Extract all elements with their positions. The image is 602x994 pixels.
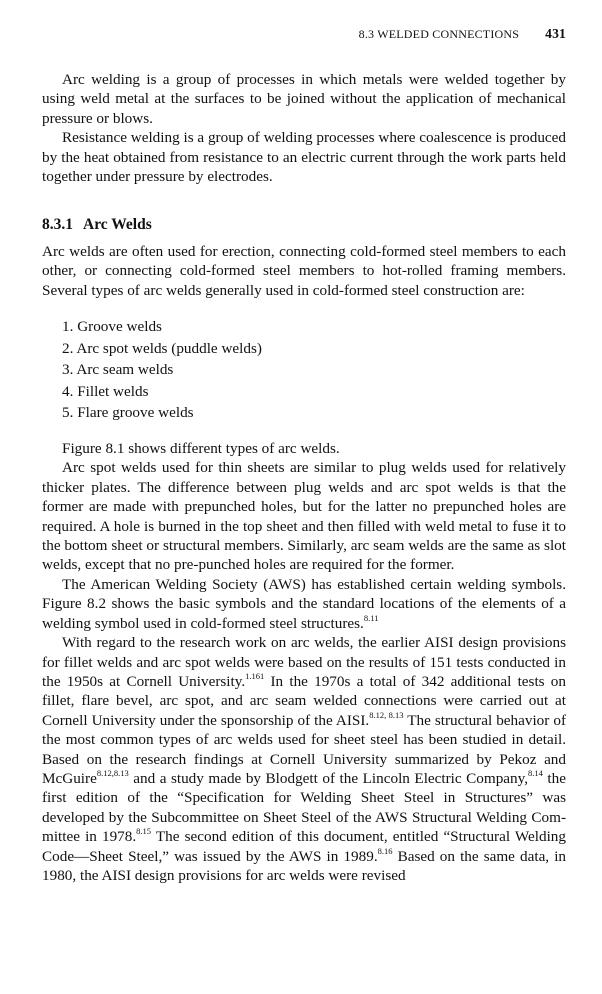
paragraph-figure-8-1: Figure 8.1 shows different types of arc welds. — [62, 440, 340, 458]
paragraph-text: and a study made by Blodgett of the Lincoln Electric Company, — [128, 769, 529, 787]
paragraph-section-lead: Arc welds are often used for erection, connecting cold-formed steel members to each other, or connecting cold-formed steel members to hot-rolled framing members. Several types of arc welds generally used in cold-formed steel construction are: — [42, 242, 566, 299]
paragraph-text: With regard to the research work on arc welds, the earlier AISI design provisions for fillet welds and arc spot welds were based on the results of 151 tests conducted in the 1950s at Cornell University. — [42, 634, 566, 690]
reference-marker: 8.12, 8.13 — [369, 709, 404, 720]
paragraph-text: The structural behavior of the most common types of arc welds used for sheet steel has been studied in detail. Based on the research findings at Cornell University summarized by Pekoz and McGuire — [42, 711, 567, 787]
paragraph-resistance-welding-definition: Resistance welding is a group of welding processes where coalescence is produced by the heat obtained from resistance to an electric current through the work parts held together under pressure by electrodes. — [42, 129, 566, 186]
page-number: 431 — [545, 26, 566, 41]
paragraph-text: Based on the same data, in 1980, the AISI design provisions for arc welds were revised — [42, 847, 567, 884]
reference-marker: 8.12,8.13 — [96, 767, 129, 778]
reference-marker: 8.16 — [377, 845, 393, 856]
paragraph-text: The American Welding Society (AWS) has established certain welding symbols. Figure 8.2 shows the basic symbols and the standard locations of the elements of a welding symbol used in cold-formed steel structures. — [42, 575, 566, 632]
paragraph-arc-spot-welds: Arc spot welds used for thin sheets are similar to plug welds used for relatively thicker plates. The difference between plug welds and arc spot welds is that the former are made with prepunched holes, but for the latter no prepunched holes are required. A hole is burned in the top sheet and then filled with weld metal to fuse it to the bottom sheet or structural members. Similarly, arc seam welds are the same as slot welds, except that no pre-punched holes are required for the former. — [42, 459, 566, 574]
list-item: 4. Fillet welds — [62, 382, 149, 400]
reference-marker: 1.161 — [245, 670, 265, 681]
reference-marker: 8.11 — [363, 612, 379, 623]
list-item: 1. Groove welds — [62, 318, 162, 336]
section-heading — [42, 215, 566, 234]
paragraph-text: the first edition of the “Specification for Welding Sheet Steel in Structures” was developed by the Subcommittee on Sheet Steel of the AWS Structural Welding Com-mittee in 1978. — [42, 769, 566, 846]
running-header-section: 8.3 WELDED CONNECTIONS — [358, 27, 520, 41]
weld-types-list — [42, 316, 566, 424]
paragraph-text: In the 1970s a total of 342 additional tests on fillet, flare bevel, arc spot, and arc seam welded connections were carried out at Cornell University under the sponsorship of the AISI. — [42, 672, 566, 729]
section-title: Arc Welds — [83, 216, 152, 234]
list-item: 5. Flare groove welds — [62, 404, 194, 422]
paragraph-research-work — [42, 633, 566, 885]
list-item: 2. Arc spot welds (puddle welds) — [62, 339, 262, 357]
running-header — [359, 26, 566, 42]
paragraph-text: The second edition of this document, entitled “Structural Welding Code—Sheet Steel,” was issued by the AWS in 1989. — [42, 828, 566, 865]
paragraph-arc-welding-definition: Arc welding is a group of processes in which metals were welded together by using weld metal at the surfaces to be joined without the application of mechanical pressure or blows. — [42, 71, 566, 127]
section-number: 8.3.1 — [42, 216, 73, 234]
list-item: 3. Arc seam welds — [62, 361, 174, 379]
reference-marker: 8.15 — [136, 826, 152, 837]
paragraph-aws-symbols — [42, 575, 566, 633]
reference-marker: 8.14 — [528, 767, 543, 778]
body-text — [42, 70, 566, 885]
